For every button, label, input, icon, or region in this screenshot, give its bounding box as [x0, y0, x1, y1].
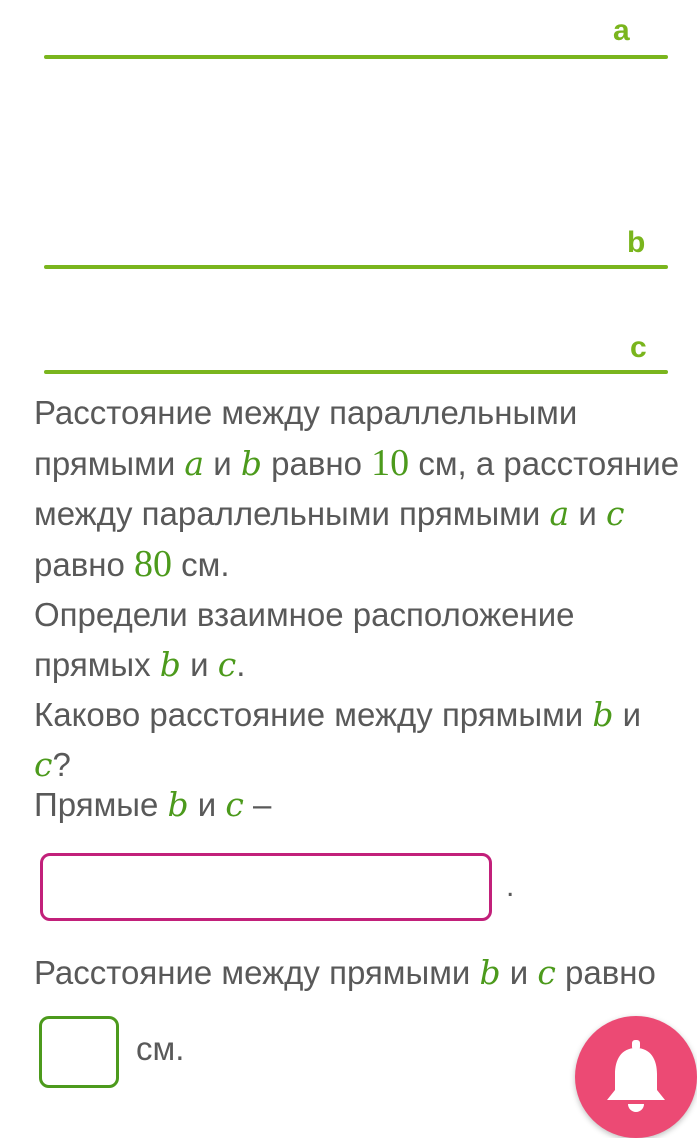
task-text-segment: Определи взаимное расположение прямых: [34, 596, 575, 683]
task-paragraph-3: [34, 690, 684, 790]
answer-text-segment: Прямые: [34, 786, 168, 823]
distance-question-label: [34, 948, 656, 998]
var-b: b: [479, 953, 501, 992]
var-c: c: [537, 953, 556, 992]
answer-text-segment: и: [500, 954, 538, 991]
task-text-segment: см.: [171, 546, 230, 583]
var-c: c: [605, 494, 625, 533]
answer-text-segment: Расстояние между прямыми: [34, 954, 480, 991]
var-c: c: [225, 785, 244, 824]
var-b: b: [240, 444, 263, 483]
task-text-segment: и: [180, 646, 218, 683]
task-text-segment: равно: [34, 546, 134, 583]
var-b: b: [167, 785, 189, 824]
var-a: a: [549, 494, 570, 533]
line-a: [44, 55, 668, 59]
distance-ac-value: 80: [133, 543, 172, 585]
bell-icon: [601, 1038, 671, 1118]
var-c: c: [34, 745, 53, 784]
task-text-segment: см, а расстояние между параллельными прямыми: [34, 445, 680, 532]
task-text-segment: и: [569, 495, 606, 532]
sentence-dot: .: [506, 870, 515, 903]
parallel-lines-figure: [0, 0, 697, 390]
line-b-label: b: [627, 226, 646, 259]
var-b: b: [159, 645, 181, 684]
task-text-segment: и: [613, 696, 642, 733]
line-c: [44, 370, 668, 374]
task-paragraph-1: [34, 388, 684, 590]
task-text-segment: Каково расстояние между прямыми: [34, 696, 593, 733]
answer-text-segment: и: [188, 786, 226, 823]
line-c-label: c: [630, 331, 647, 364]
answer-text-segment: равно: [555, 954, 656, 991]
lines-position-answer-input[interactable]: [40, 853, 492, 921]
line-a-label: a: [613, 14, 630, 47]
line-b: [44, 265, 668, 269]
task-text-segment: ?: [52, 746, 71, 783]
notifications-button[interactable]: [575, 1016, 697, 1138]
task-text-segment: Расстояние между параллельными прямыми: [34, 394, 578, 482]
var-c: c: [217, 645, 237, 684]
var-a: a: [184, 444, 205, 483]
task-text-segment: .: [236, 646, 246, 683]
unit-label: см.: [136, 1030, 185, 1067]
distance-ab-value: 10: [371, 442, 410, 484]
task-text-segment: и: [204, 445, 241, 482]
task-paragraph-2: [34, 590, 684, 690]
distance-answer-input[interactable]: [39, 1016, 119, 1088]
task-text: [34, 388, 684, 790]
answer-text-segment: –: [243, 786, 272, 823]
var-b: b: [592, 695, 614, 734]
task-text-segment: равно: [262, 445, 372, 482]
answer-lines-label: [34, 780, 271, 830]
